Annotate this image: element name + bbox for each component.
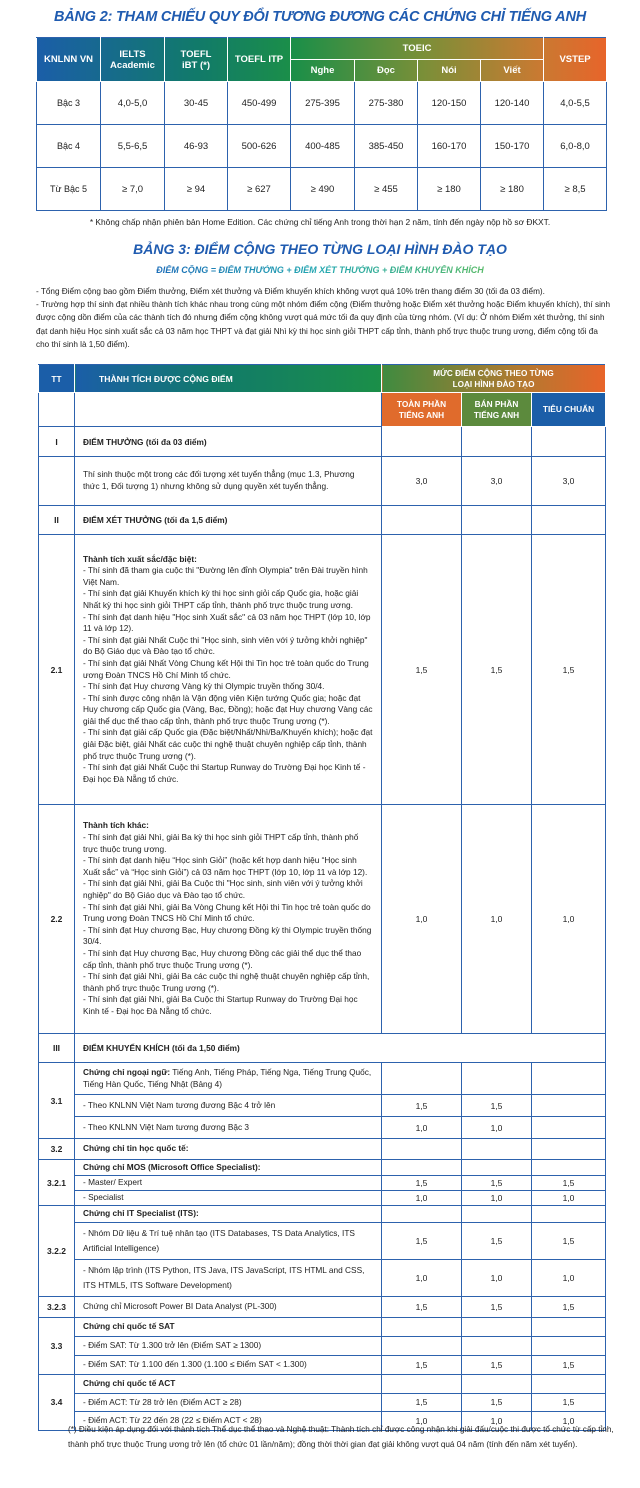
value-cell: 1,5 <box>532 1393 606 1412</box>
noi-cell: 120-150 <box>418 82 481 125</box>
empty-cell <box>462 1139 532 1160</box>
level-cell: Từ Bậc 5 <box>37 168 101 211</box>
header-knlnn: KNLNN VN <box>37 38 101 82</box>
empty-cell <box>462 1063 532 1095</box>
achievement-item: - Thí sinh đạt danh hiệu "Học sinh Xuất sắc" cả 03 năm học THPT (lớp 10, lớp 11 và lớp 12). <box>83 611 371 634</box>
achievement-list <box>83 565 373 785</box>
value-cell: 1,0 <box>382 1412 462 1431</box>
empty-cell <box>382 427 462 457</box>
value-cell: 1,0 <box>382 1191 462 1206</box>
achievement-cell: Chứng chỉ Microsoft Power BI Data Analyst (PL-300) <box>75 1297 382 1318</box>
achievement-cell: - Specialist <box>75 1191 382 1206</box>
header-vstep: VSTEP <box>544 38 607 82</box>
noi-cell: 160-170 <box>418 125 481 168</box>
value-cell: 1,0 <box>462 1412 532 1431</box>
header-toeic-doc: Đọc <box>355 60 418 82</box>
tt-cell: 3.3 <box>39 1318 75 1375</box>
table-row <box>39 1206 606 1223</box>
achievement-cell: Chứng chỉ ngoại ngữ: Tiếng Anh, Tiếng Pháp, Tiếng Nga, Tiếng Trung Quốc, Tiếng Hàn Quốc, Tiếng Nhật (Bảng 4) <box>75 1063 382 1095</box>
section-row <box>39 1034 606 1063</box>
tt-cell: 3.4 <box>39 1374 75 1431</box>
viet-cell: 120-140 <box>481 82 544 125</box>
achievement-item: - Thí sinh đạt giải Khuyến khích kỳ thi học sinh giỏi cấp Quốc gia, hoặc giải Nhất kỳ thi học sinh giỏi THPT cấp tỉnh, thành phố trực thuộc trung ương. <box>83 588 359 610</box>
empty-cell <box>532 1117 606 1139</box>
ibt-cell: 30-45 <box>165 82 228 125</box>
viet-cell: 150-170 <box>481 125 544 168</box>
table-row <box>39 1117 606 1139</box>
achievement-item: - Thí sinh đạt giải Nhất Cuộc thi "Học sinh, sinh viên với ý tưởng khởi nghiệp" do Bộ Giáo dục và Đào tạo tổ chức. <box>83 634 368 657</box>
achievement-heading: Chứng chỉ tin học quốc tế: <box>75 1139 382 1160</box>
achievement-item: - Thí sinh đạt Huy chương Vàng kỳ thi Olympic truyền thống 30/4. <box>83 681 325 692</box>
achievement-heading: Chứng chỉ MOS (Microsoft Office Specialist): <box>75 1160 382 1176</box>
empty-cell <box>382 1318 462 1337</box>
tt-cell: 3.2 <box>39 1139 75 1160</box>
doc-cell: 385-450 <box>355 125 418 168</box>
table-row <box>39 1160 606 1176</box>
value-cell: 1,5 <box>532 1176 606 1191</box>
empty-cell <box>382 506 462 535</box>
achievement-cell: - Theo KNLNN Việt Nam tương đương Bậc 3 <box>75 1117 382 1139</box>
header-blank <box>75 393 382 427</box>
ielts-cell: 4,0-5,0 <box>101 82 165 125</box>
header-achievement: THÀNH TÍCH ĐƯỢC CỘNG ĐIỂM <box>75 365 382 393</box>
value-cell: 1,5 <box>462 1176 532 1191</box>
vstep-cell: ≥ 8,5 <box>544 168 607 211</box>
table-row <box>39 1374 606 1393</box>
achievement-cell: - Điểm SAT: Từ 1.100 đến 1.300 (1.100 ≤ Điểm SAT < 1.300) <box>75 1355 382 1374</box>
header-toefl-ibt: TOEFL iBT (*) <box>165 38 228 82</box>
formula-subtitle: ĐIỂM CỘNG = ĐIỂM THƯỞNG + ĐIỂM XÉT THƯỞNG + ĐIỂM KHUYẾN KHÍCH <box>0 265 640 275</box>
empty-cell <box>462 427 532 457</box>
achievement-item: - Thí sinh đạt giải Nhì, giải Ba Cuộc thi Startup Runway do Trường Đại học Kinh tế - Đại học Đà Nẵng tổ chức. <box>83 994 358 1016</box>
achievement-cell: - Điểm SAT: Từ 1.300 trở lên (Điểm SAT ≥ 1300) <box>75 1337 382 1356</box>
tt-cell: 3.2.3 <box>39 1297 75 1318</box>
header-blank <box>39 393 75 427</box>
table-row <box>39 805 606 1034</box>
empty-cell <box>532 1139 606 1160</box>
achievement-item: - Thí sinh đạt giải Nhì, giải Ba Vòng Chung kết Hội thi Tin học trẻ toàn quốc do Trung ương Đoàn TNCS Hồ Chí Minh tổ chức. <box>83 901 371 924</box>
tt-cell: I <box>39 427 75 457</box>
empty-cell <box>532 1206 606 1223</box>
empty-cell <box>532 427 606 457</box>
table-row <box>39 1139 606 1160</box>
achievement-item: - Thí sinh đạt giải Nhì, giải Ba các cuộc thi nghệ thuật chuyên nghiệp cấp tỉnh, thành phố trực thuộc Trung ương (*). <box>83 971 370 993</box>
value-cell: 1,5 <box>382 1176 462 1191</box>
header-toeic-viet: Viết <box>481 60 544 82</box>
intro-text <box>36 285 611 351</box>
empty-cell <box>462 1206 532 1223</box>
achievement-heading: Chứng chỉ quốc tế SAT <box>75 1318 382 1337</box>
table2-note: * Không chấp nhận phiên bản Home Edition. Các chứng chỉ tiếng Anh trong thời hạn 2 năm, tính đến ngày nộp hồ sơ ĐKXT. <box>89 217 551 227</box>
value-cell <box>462 1337 532 1356</box>
achievement-heading: Chứng chỉ quốc tế ACT <box>75 1374 382 1393</box>
table3-title: BẢNG 3: ĐIỂM CỘNG THEO TỪNG LOẠI HÌNH ĐÀO TẠO <box>133 241 507 257</box>
value-cell: 1,0 <box>382 805 462 1034</box>
vstep-cell: 6,0-8,0 <box>544 125 607 168</box>
achievement-item: - Thí sinh đạt Huy chương Bạc, Huy chương Đồng các giải thể dục thể thao cấp tỉnh, thành phố trực thuộc Trung ương (*). <box>83 947 362 970</box>
header-toeic-nghe: Nghe <box>291 60 355 82</box>
intro-paragraph: - Tổng Điểm cộng bao gồm Điểm thưởng, Điểm xét thưởng và Điểm khuyến khích không vượt quá 10% trên thang điểm 30 (tối đa 03 điểm). <box>36 287 545 296</box>
value-cell: 1,5 <box>532 535 606 805</box>
empty-cell <box>532 1318 606 1337</box>
header-full-english: TOÀN PHẦN TIẾNG ANH <box>382 393 462 427</box>
table-row <box>39 457 606 506</box>
table2-title: BẢNG 2: THAM CHIẾU QUY ĐỔI TƯƠNG ĐƯƠNG CÁC CHỨNG CHỈ TIẾNG ANH <box>53 9 586 25</box>
section-title: ĐIỂM THƯỞNG (tối đa 03 điểm) <box>75 427 382 457</box>
ielts-cell: ≥ 7,0 <box>101 168 165 211</box>
value-cell: 1,5 <box>382 1095 462 1117</box>
header-tt: TT <box>39 365 75 393</box>
nghe-cell: 400-485 <box>291 125 355 168</box>
tt-cell: 3.2.1 <box>39 1160 75 1206</box>
empty-cell <box>382 1374 462 1393</box>
value-cell: 1,5 <box>532 1297 606 1318</box>
value-cell: 1,5 <box>462 1393 532 1412</box>
doc-cell: ≥ 455 <box>355 168 418 211</box>
achievement-cell: - Điểm ACT: Từ 28 trở lên (Điểm ACT ≥ 28) <box>75 1393 382 1412</box>
achievement-list <box>83 832 373 1018</box>
table-row <box>39 1063 606 1095</box>
value-cell: 1,5 <box>462 1297 532 1318</box>
noi-cell: ≥ 180 <box>418 168 481 211</box>
section-row <box>39 506 606 535</box>
header-toefl-itp: TOEFL ITP <box>228 38 291 82</box>
table-row <box>39 1176 606 1191</box>
tt-cell: 2.1 <box>39 535 75 805</box>
empty-cell <box>382 1139 462 1160</box>
achievement-item: - Thí sinh đạt danh hiệu “Học sinh Giỏi” (hoặc kết hợp danh hiệu “Học sinh Xuất sắc” và “Học sinh Giỏi”) cả 03 năm học THPT (lớp 10, lớp 11 và lớp 12). <box>83 855 368 877</box>
achievement-cell <box>75 805 382 1034</box>
value-cell: 1,0 <box>532 1412 606 1431</box>
value-cell: 3,0 <box>382 457 462 506</box>
value-cell: 1,0 <box>532 1260 606 1297</box>
value-cell: 1,0 <box>462 1191 532 1206</box>
value-cell: 1,5 <box>382 1223 462 1260</box>
section-row <box>39 427 606 457</box>
value-cell: 3,0 <box>532 457 606 506</box>
value-cell: 1,5 <box>462 1223 532 1260</box>
table-row <box>39 1297 606 1318</box>
table-row <box>39 1318 606 1337</box>
value-cell: 1,5 <box>462 1355 532 1374</box>
achievement-cell: - Master/ Expert <box>75 1176 382 1191</box>
value-cell: 1,0 <box>462 1260 532 1297</box>
value-cell: 1,5 <box>532 1223 606 1260</box>
achievement-cell: - Nhóm Dữ liệu & Trí tuệ nhân tạo (ITS Databases, TS Data Analytics, ITS Artificial Intelligence) <box>75 1223 382 1260</box>
header-half-english: BÁN PHẦN TIẾNG ANH <box>462 393 532 427</box>
achievement-item: - Thí sinh đạt giải cấp Quốc gia (Đặc biệt/Nhất/Nhì/Ba/Khuyến khích); hoặc đạt giải Đặc biệt, giải Nhất các cuộc thi nghệ thuật chuyên nghiệp cấp tỉnh, thành phố trực thuộc Trung ương (*). <box>83 727 373 761</box>
ibt-cell: 46-93 <box>165 125 228 168</box>
achievement-cell <box>75 535 382 805</box>
empty-cell <box>532 1374 606 1393</box>
value-cell: 1,0 <box>462 1117 532 1139</box>
achievement-heading: Thành tích khác: <box>83 820 149 831</box>
table-row <box>39 1095 606 1117</box>
value-cell <box>532 1337 606 1356</box>
viet-cell: ≥ 180 <box>481 168 544 211</box>
empty-cell <box>462 1374 532 1393</box>
achievement-item: - Thí sinh được công nhận là Vận động viên Kiện tướng Quốc gia; hoặc đạt Huy chương cấp Quốc gia (Vàng, Bạc, Đồng); hoặc đạt Huy chương Vàng các giải thể dục thể thao cấp tỉnh, thành phố trực thuộc Trung ương (*). <box>83 692 373 726</box>
empty-cell <box>462 1160 532 1176</box>
empty-cell <box>532 1095 606 1117</box>
achievement-item: - Thí sinh đạt giải Nhì, giải Ba kỳ thi học sinh giỏi THPT cấp tỉnh, thành phố trực thuộc trung ương. <box>83 832 359 854</box>
achievement-cell: Thí sinh thuộc một trong các đối tượng xét tuyển thẳng (mục 1.3, Phương thức 1, Đối tượng 1) nhưng không sử dụng quyền xét tuyển thẳng. <box>75 457 382 506</box>
tt-cell: 2.2 <box>39 805 75 1034</box>
intro-paragraph: - Trường hợp thí sinh đạt nhiều thành tích khác nhau trong cùng một nhóm điểm cộng (Điểm thưởng hoặc Điểm xét thưởng hoặc Điểm khuyến khích), thí sinh được cộng dồn điểm của các thành tích đó nhưng điểm cộng không vượt quá mức tối đa quy định của từng nhóm. (Ví dụ: Ở nhóm Điểm xét thưởng, thí sinh đạt danh hiệu Học sinh xuất sắc cả 03 năm học THPT và đạt giải Nhì kỳ thi học sinh giỏi THPT cấp tỉnh, thành phố trực thuộc trung ương, điểm cộng tối đa cho thí sinh là 1,50 điểm). <box>36 300 611 349</box>
empty-cell <box>382 1160 462 1176</box>
level-cell: Bậc 3 <box>37 82 101 125</box>
table-row <box>39 1393 606 1412</box>
tt-cell <box>39 457 75 506</box>
empty-cell <box>462 1318 532 1337</box>
value-cell: 1,0 <box>382 1117 462 1139</box>
header-standard: TIÊU CHUẨN <box>532 393 606 427</box>
level-cell: Bậc 4 <box>37 125 101 168</box>
section-title: ĐIỂM KHUYẾN KHÍCH (tối đa 1,50 điểm) <box>75 1034 606 1063</box>
header-toeic: TOEIC <box>291 38 544 60</box>
table-row <box>37 125 607 168</box>
achievement-item: - Thí sinh đạt Huy chương Bạc, Huy chương Đồng kỳ thi Olympic truyền thống 30/4. <box>83 924 372 947</box>
value-cell: 1,0 <box>462 805 532 1034</box>
empty-cell <box>532 1160 606 1176</box>
value-cell: 1,5 <box>462 535 532 805</box>
ielts-cell: 5,5-6,5 <box>101 125 165 168</box>
achievement-cell: - Điểm ACT: Từ 22 đến 28 (22 ≤ Điểm ACT < 28) <box>75 1412 382 1431</box>
itp-cell: ≥ 627 <box>228 168 291 211</box>
table-row <box>37 168 607 211</box>
achievement-cell: - Theo KNLNN Việt Nam tương đương Bậc 4 trở lên <box>75 1095 382 1117</box>
value-cell: 1,5 <box>462 1095 532 1117</box>
value-cell: 1,5 <box>532 1355 606 1374</box>
header-ielts: IELTS Academic <box>101 38 165 82</box>
achievement-item: - Thí sinh đạt giải Nhất Cuộc thi Startup Runway do Trường Đại học Kinh tế - Đại học Đà Nẵng tổ chức. <box>83 762 366 784</box>
footnote: (*) Điều kiện áp dụng đối với thành tích Thể dục thể thao và Nghệ thuật: Thành tích chỉ được công nhận khi giải đấu/cuộc thi được tổ chức từ cấp tỉnh, thành phố trực thuộc Trung ương trở lên (tổ chức 01 lần/năm); đồng thời thời gian đạt giải không vượt quá 04 năm (tính đến năm xét tuyển). <box>68 1425 614 1449</box>
bonus-points-table <box>38 364 606 1431</box>
achievement-item: - Thí sinh đạt giải Nhì, giải Ba Cuộc thi "Học sinh, sinh viên với ý tưởng khởi nghiệp" do Bộ Giáo dục và Đào tạo tổ chức. <box>83 878 363 901</box>
section-title: ĐIỂM XÉT THƯỞNG (tối đa 1,5 điểm) <box>75 506 382 535</box>
empty-cell <box>382 1206 462 1223</box>
doc-cell: 275-380 <box>355 82 418 125</box>
tt-cell: 3.1 <box>39 1063 75 1139</box>
nghe-cell: ≥ 490 <box>291 168 355 211</box>
value-cell: 1,5 <box>382 1355 462 1374</box>
value-cell: 1,5 <box>382 1297 462 1318</box>
header-toeic-noi: Nói <box>418 60 481 82</box>
tt-cell: 3.2.2 <box>39 1206 75 1297</box>
header-bonus-level: MỨC ĐIỂM CỘNG THEO TỪNG LOẠI HÌNH ĐÀO TẠO <box>382 365 606 393</box>
table-row <box>39 1223 606 1260</box>
nghe-cell: 275-395 <box>291 82 355 125</box>
table-row <box>37 82 607 125</box>
value-cell: 1,0 <box>382 1260 462 1297</box>
itp-cell: 500-626 <box>228 125 291 168</box>
empty-cell <box>462 506 532 535</box>
itp-cell: 450-499 <box>228 82 291 125</box>
achievement-heading: Chứng chỉ IT Specialist (ITS): <box>75 1206 382 1223</box>
empty-cell <box>532 1063 606 1095</box>
tt-cell: III <box>39 1034 75 1063</box>
achievement-heading: Thành tích xuất sắc/đặc biệt: <box>83 553 197 564</box>
ibt-cell: ≥ 94 <box>165 168 228 211</box>
table-row <box>39 1337 606 1356</box>
value-cell: 3,0 <box>462 457 532 506</box>
tt-cell: II <box>39 506 75 535</box>
value-cell: 1,5 <box>382 535 462 805</box>
table-row <box>39 1260 606 1297</box>
value-cell: 1,5 <box>382 1393 462 1412</box>
value-cell: 1,0 <box>532 1191 606 1206</box>
achievement-item: - Thí sinh đã tham gia cuộc thi "Đường lên đỉnh Olympia" trên Đài truyền hình Việt Nam. <box>83 565 368 587</box>
english-equivalence-table <box>36 37 607 211</box>
achievement-cell: - Nhóm lập trình (ITS Python, ITS Java, ITS JavaScript, ITS HTML and CSS, ITS HTML5, ITS Software Development) <box>75 1260 382 1297</box>
table-row <box>39 1191 606 1206</box>
table-row <box>39 535 606 805</box>
value-cell: 1,0 <box>532 805 606 1034</box>
table-row <box>39 1355 606 1374</box>
empty-cell <box>382 1063 462 1095</box>
vstep-cell: 4,0-5,5 <box>544 82 607 125</box>
empty-cell <box>532 506 606 535</box>
value-cell <box>382 1337 462 1356</box>
achievement-item: - Thí sinh đạt giải Nhất Vòng Chung kết Hội thi Tin học trẻ toàn quốc do Trung ương Đoàn TNCS Hồ Chí Minh tổ chức. <box>83 657 369 680</box>
